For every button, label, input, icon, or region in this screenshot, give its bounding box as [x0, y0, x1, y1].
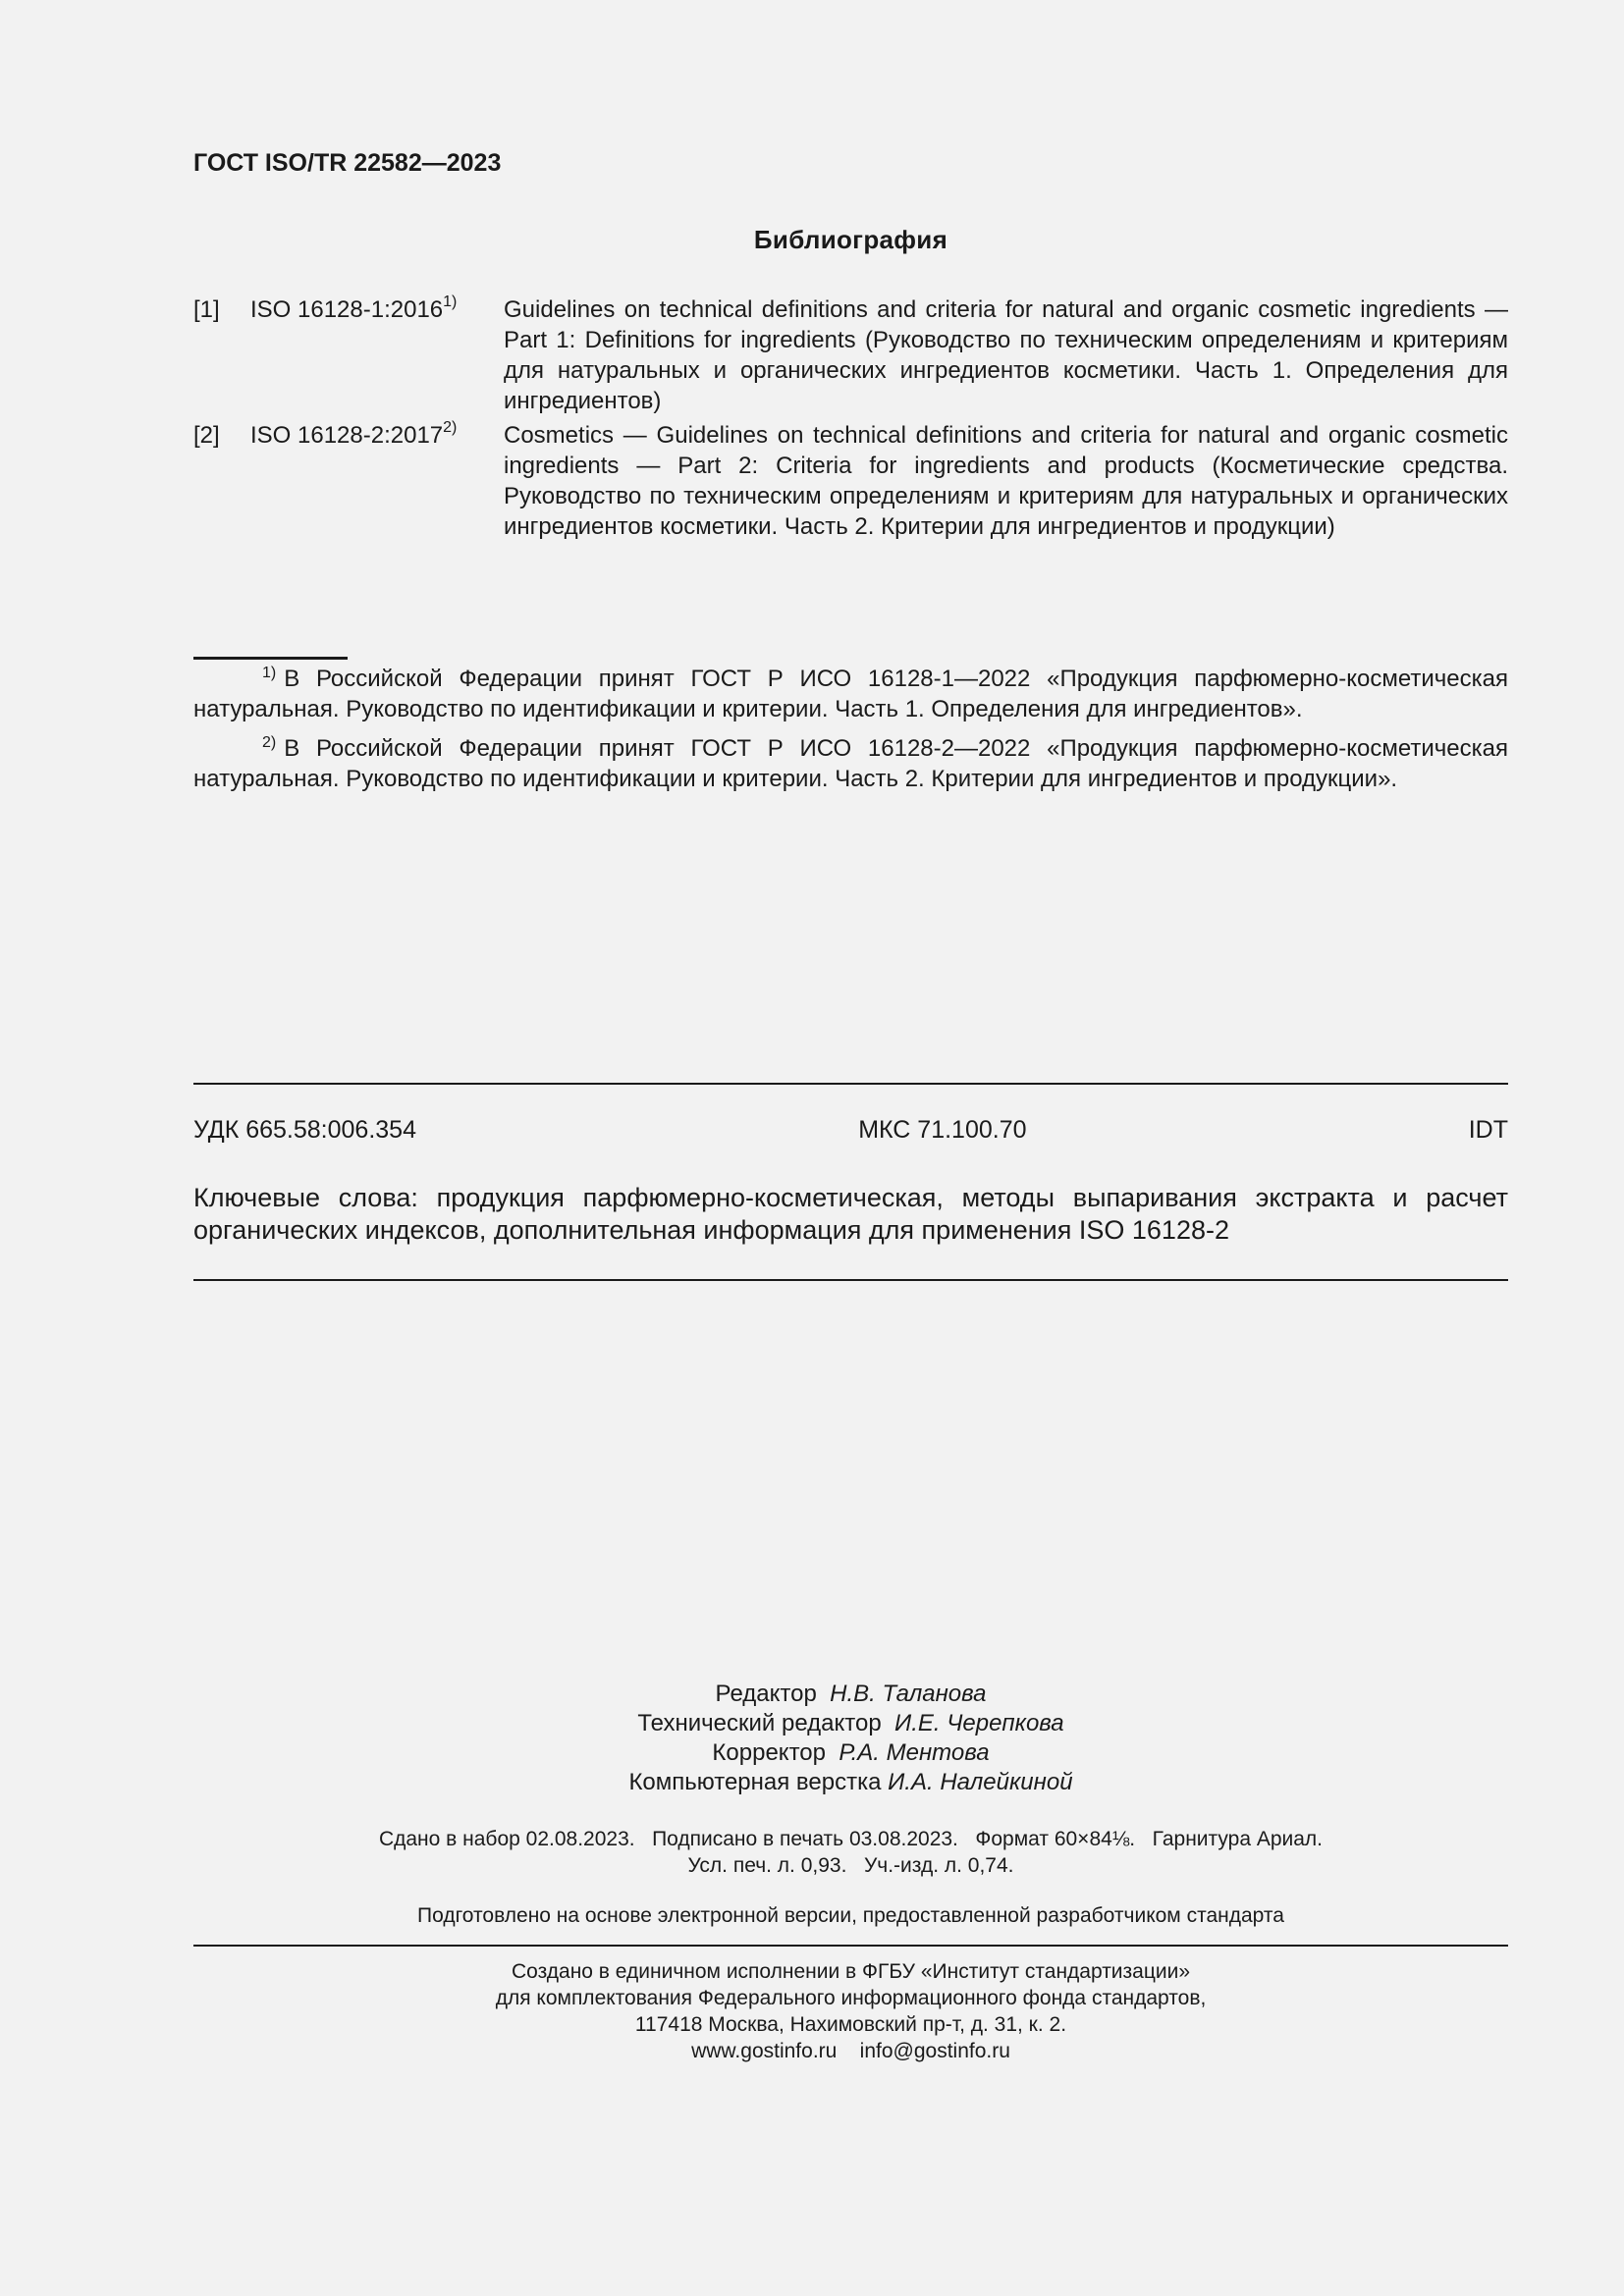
print-info-line: Сдано в набор 02.08.2023. Подписано в печать 03.08.2023. Формат 60×84⅛. Гарнитура Ариал.: [378, 1828, 1324, 1850]
footnote-mark: 2): [262, 734, 277, 751]
entry-code: [250, 420, 504, 542]
credit-role: Технический редактор: [637, 1710, 882, 1736]
credit-proofreader: [0, 1738, 1624, 1768]
credit-editor: [0, 1680, 1624, 1709]
print-info-line: Усл. печ. л. 0,93. Уч.-изд. л. 0,74.: [687, 1854, 1014, 1877]
credit-role: Корректор: [712, 1739, 826, 1766]
divider-bottom: [193, 1279, 1508, 1281]
document-id-header: ГОСТ ISO/TR 22582—2023: [193, 149, 502, 177]
imprint-line: 117418 Москва, Нахимовский пр-т, д. 31, к. 2.: [634, 2013, 1067, 2036]
classification-row: [193, 1116, 1508, 1145]
divider-imprint: [193, 1945, 1508, 1947]
footnote-text: В Российской Федерации принят ГОСТ Р ИСО 16128-2—2022 «Продукция парфюмерно-косметическая натуральная. Руководство по идентификации и критерии. Часть 2. Критерии для ингредиентов и продукции».: [193, 735, 1508, 792]
imprint-links: www.gostinfo.ru info@gostinfo.ru: [691, 2040, 1010, 2062]
credit-name: Р.А. Ментова: [839, 1739, 990, 1766]
credit-name: Н.В. Таланова: [830, 1681, 987, 1707]
entry-number: [2]: [193, 422, 220, 449]
entry-code: [250, 294, 504, 416]
footnote-separator: [193, 657, 348, 660]
credit-name: И.А. Налейкиной: [888, 1769, 1073, 1795]
footnote-ref: 2): [443, 419, 458, 436]
credit-role: Компьютерная верстка: [628, 1769, 882, 1795]
footnotes: [193, 664, 1508, 803]
bibliography-title: Библиография: [753, 225, 948, 254]
entry-number: [1]: [193, 296, 220, 323]
credit-name: И.Е. Черепкова: [894, 1710, 1064, 1736]
bibliography-list: [193, 294, 1508, 546]
credit-role: Редактор: [715, 1681, 817, 1707]
print-info: [0, 1826, 1624, 1879]
imprint-line: для комплектования Федерального информационного фонда стандартов,: [495, 1987, 1207, 2009]
footnote-ref: 1): [443, 294, 458, 310]
entry-description: Guidelines on technical definitions and criteria for natural and organic cosmetic ingredients — Part 1: Definitions for ingredients (Руководство по техническим определениям и критериям для натуральных и органических ингредиентов косметики. Часть 1. Определения для ингредиентов): [504, 296, 1508, 414]
keywords: Ключевые слова: продукция парфюмерно-косметическая, методы выпаривания экстракта и расчет органических индексов, дополнительная информация для применения ISO 16128-2: [193, 1183, 1508, 1245]
idt-code: IDT: [1468, 1116, 1508, 1144]
entry-code-text: ISO 16128-2:2017: [250, 422, 444, 449]
udk-code: УДК 665.58:006.354: [193, 1116, 416, 1144]
prepared-note: Подготовлено на основе электронной версии, предоставленной разработчиком стандарта: [417, 1904, 1284, 1927]
bibliography-entry: [193, 294, 1508, 416]
divider-top: [193, 1083, 1508, 1085]
mks-code: МКС 71.100.70: [858, 1116, 1027, 1144]
credit-layout: [0, 1768, 1624, 1797]
imprint-line: Создано в единичном исполнении в ФГБУ «Институт стандартизации»: [511, 1960, 1191, 1983]
footnote: [193, 664, 1508, 724]
footnote-mark: 1): [262, 665, 277, 681]
credits: [0, 1680, 1624, 1797]
bibliography-entry: [193, 420, 1508, 542]
entry-description: Cosmetics — Guidelines on technical definitions and criteria for natural and organic cosmetic ingredients — Part 2: Criteria for ingredients and products (Косметические средства. Руководство по техническим определениям и критериям для натуральных и органических ингредиентов косметики. Часть 2. Критерии для ингредиентов и продукции): [504, 422, 1508, 540]
imprint: [0, 1958, 1624, 2064]
footnote: [193, 733, 1508, 794]
credit-tech-editor: [0, 1709, 1624, 1738]
footnote-text: В Российской Федерации принят ГОСТ Р ИСО 16128-1—2022 «Продукция парфюмерно-косметическая натуральная. Руководство по идентификации и критерии. Часть 1. Определения для ингредиентов».: [193, 666, 1508, 722]
entry-code-text: ISO 16128-1:2016: [250, 296, 444, 323]
